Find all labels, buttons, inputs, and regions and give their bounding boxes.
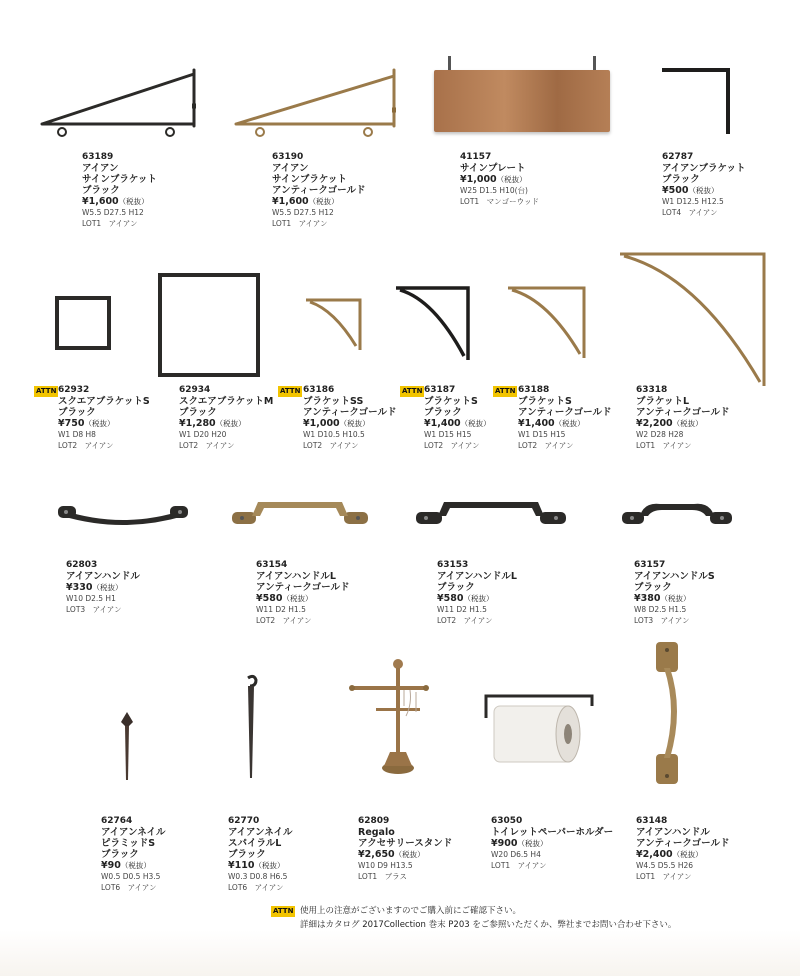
product-caption [82, 152, 157, 229]
product-price-row [424, 418, 491, 429]
product-caption [358, 816, 452, 882]
product-name: ブラケットS [518, 396, 572, 407]
sign-plate-image [434, 70, 610, 132]
product-name: アイアンネイル [228, 827, 293, 838]
product-name: アイアンハンドル [66, 571, 140, 582]
product-price-row [636, 849, 729, 860]
product-name: アイアンハンドルS [634, 571, 715, 582]
product-dimensions: W1 D8 H8 [58, 430, 96, 439]
product-lot-material: LOT1 アイアン [491, 861, 547, 870]
product-price: ¥580 [256, 593, 283, 604]
product-name: アンティークゴールド [636, 838, 730, 849]
product-caption [491, 816, 613, 871]
product-dimensions: W5.5 D27.5 H12 [82, 208, 144, 217]
product-price: ¥110 [228, 860, 255, 871]
footer-notice-line2: 詳細はカタログ 2017Collection 巻末 P203 をご参照いただくか、弊社までお問い合わせ下さい。 [300, 920, 677, 930]
product-code: 63186 [303, 385, 335, 395]
spiral-nail-image [240, 674, 264, 782]
product-caption [58, 385, 150, 451]
attn-badge: ATTN [280, 387, 301, 395]
product-price: ¥2,650 [358, 849, 395, 860]
product-caption [66, 560, 140, 615]
product-name: スクエアブラケットS [58, 396, 150, 407]
product-name: アンティークゴールド [636, 407, 730, 418]
tax-note: （税抜） [554, 419, 585, 428]
product-caption [662, 152, 746, 218]
iron-handle-image [56, 500, 190, 530]
product-name: サインブラケット [272, 174, 347, 185]
product-caption [179, 385, 273, 451]
product-dimensions: W1 D15 H15 [518, 430, 566, 439]
product-price-row [101, 860, 166, 871]
product-name: アイアン [82, 163, 119, 174]
product-caption [256, 560, 349, 626]
product-caption [228, 816, 293, 893]
product-code: 62932 [58, 385, 90, 395]
product-code: 63187 [424, 385, 456, 395]
product-caption [437, 560, 517, 626]
product-price-row [662, 185, 746, 196]
product-price-row [256, 593, 349, 604]
attn-badge: ATTN [36, 387, 57, 395]
product-price-row [358, 849, 452, 860]
product-name: ブラック [424, 407, 462, 418]
product-code: 62787 [662, 152, 694, 162]
toilet-paper-holder-image [484, 688, 596, 768]
product-price-row [272, 196, 365, 207]
product-name: アンティークゴールド [256, 582, 350, 593]
product-lot-material: LOT6 アイアン [101, 883, 157, 892]
product-price: ¥1,600 [272, 196, 309, 207]
iron-bracket-image [660, 66, 734, 136]
product-price-row [437, 593, 517, 604]
product-price-row [58, 418, 150, 429]
footer-attn-badge: ATTN [273, 907, 294, 915]
product-price: ¥380 [634, 593, 661, 604]
tax-note: （税抜） [517, 839, 548, 848]
product-lot-material: LOT2 アイアン [256, 616, 312, 625]
product-code: 63148 [636, 816, 668, 826]
tax-note: （税抜） [92, 583, 123, 592]
product-name: Regalo [358, 827, 395, 838]
product-dimensions: W1 D20 H20 [179, 430, 227, 439]
product-dimensions: W20 D6.5 H4 [491, 850, 541, 859]
bracket-s-black-image [394, 284, 474, 364]
product-price: ¥500 [662, 185, 689, 196]
product-price-row [460, 174, 539, 185]
accessory-stand-image [346, 656, 432, 780]
bracket-ss-gold-image [304, 296, 366, 354]
product-lot-material: LOT2 アイアン [518, 441, 574, 450]
product-lot-material: LOT1 アイアン [636, 441, 692, 450]
product-price-row [66, 582, 140, 593]
product-lot-material: LOT1 アイアン [272, 219, 328, 228]
product-lot-material: LOT6 アイアン [228, 883, 284, 892]
product-caption [303, 385, 396, 451]
product-lot-material: LOT2 アイアン [179, 441, 235, 450]
tax-note: （税抜） [394, 850, 425, 859]
product-caption [636, 385, 729, 451]
product-name: アンティークゴールド [518, 407, 612, 418]
product-name: スパイラルL [228, 838, 282, 849]
product-dimensions: W4.5 D5.5 H26 [636, 861, 693, 870]
product-price-row [634, 593, 715, 604]
product-caption [101, 816, 166, 893]
product-code: 41157 [460, 152, 492, 162]
product-price: ¥90 [101, 860, 121, 871]
product-caption [460, 152, 539, 207]
product-name: アイアンハンドルL [437, 571, 517, 582]
product-name: ブラケットL [636, 396, 690, 407]
product-price: ¥1,400 [424, 418, 461, 429]
product-name: ピラミッドS [101, 838, 156, 849]
product-name: サインプレート [460, 163, 526, 174]
tax-note: （税抜） [282, 594, 313, 603]
product-lot-material: LOT2 アイアン [58, 441, 114, 450]
tax-note: （税抜） [308, 197, 339, 206]
product-name: アイアンハンドル [636, 827, 710, 838]
product-dimensions: W0.5 D0.5 H3.5 [101, 872, 161, 881]
product-price: ¥2,200 [636, 418, 673, 429]
product-code: 62803 [66, 560, 98, 570]
bracket-l-gold-image [618, 250, 770, 390]
product-dimensions: W1 D10.5 H10.5 [303, 430, 365, 439]
product-code: 63189 [82, 152, 114, 162]
product-price: ¥1,000 [303, 418, 340, 429]
tax-note: （税抜） [215, 419, 246, 428]
product-dimensions: W1 D15 H15 [424, 430, 472, 439]
product-name: ブラック [101, 849, 139, 860]
product-price: ¥1,600 [82, 196, 119, 207]
product-price-row [518, 418, 611, 429]
product-caption [636, 816, 729, 882]
product-price-row [636, 418, 729, 429]
attn-badge: ATTN [402, 387, 423, 395]
product-lot-material: LOT2 アイアン [437, 616, 493, 625]
product-name: サインブラケット [82, 174, 157, 185]
product-lot-material: LOT3 アイアン [634, 616, 690, 625]
product-price-row [303, 418, 396, 429]
product-price: ¥580 [437, 593, 464, 604]
product-lot-material: LOT3 アイアン [66, 605, 122, 614]
tax-note: （税抜） [463, 594, 494, 603]
product-caption [424, 385, 491, 451]
tax-note: （税抜） [84, 419, 115, 428]
pyramid-nail-image [118, 710, 136, 782]
product-name: アイアンブラケット [662, 163, 746, 174]
product-name: アイアン [272, 163, 309, 174]
product-code: 63190 [272, 152, 304, 162]
product-lot-material: LOT1 マンゴーウッド [460, 197, 540, 206]
tax-note: （税抜） [254, 861, 285, 870]
product-dimensions: W25 D1.5 H10(台) [460, 186, 528, 195]
product-name: アイアンネイル [101, 827, 166, 838]
product-code: 63188 [518, 385, 550, 395]
product-dimensions: W11 D2 H1.5 [256, 605, 306, 614]
tax-note: （税抜） [660, 594, 691, 603]
product-price-row [82, 196, 157, 207]
product-code: 62809 [358, 816, 390, 826]
product-name: スクエアブラケットM [179, 396, 274, 407]
product-lot-material: LOT1 アイアン [82, 219, 138, 228]
iron-handle-l-black-image [414, 498, 568, 530]
iron-handle-l-gold-image [230, 498, 370, 530]
product-price: ¥330 [66, 582, 93, 593]
product-name: ブラック [634, 582, 672, 593]
square-bracket-s-image [55, 296, 111, 350]
product-name: ブラック [662, 174, 700, 185]
product-price-row [179, 418, 273, 429]
product-price: ¥750 [58, 418, 85, 429]
product-code: 63157 [634, 560, 666, 570]
product-code: 62934 [179, 385, 211, 395]
sign-bracket-black-image [38, 66, 200, 142]
product-code: 63153 [437, 560, 469, 570]
product-code: 63050 [491, 816, 523, 826]
product-name: ブラック [179, 407, 217, 418]
product-dimensions: W10 D2.5 H1 [66, 594, 116, 603]
product-lot-material: LOT4 アイアン [662, 208, 718, 217]
square-bracket-m-image [158, 273, 260, 377]
product-caption [634, 560, 715, 626]
product-price-row [491, 838, 613, 849]
tax-note: （税抜） [688, 186, 719, 195]
product-price: ¥1,280 [179, 418, 216, 429]
product-name: アクセサリースタンド [358, 838, 453, 849]
attn-badge: ATTN [495, 387, 516, 395]
sign-bracket-gold-image [232, 66, 400, 142]
product-code: 63154 [256, 560, 288, 570]
product-name: ブラック [82, 185, 120, 196]
tax-note: （税抜） [672, 850, 703, 859]
product-name: トイレットペーパーホルダー [491, 827, 614, 838]
bottom-shadow [0, 930, 800, 976]
product-name: ブラック [58, 407, 96, 418]
product-name: ブラック [228, 849, 266, 860]
tax-note: （税抜） [672, 419, 703, 428]
product-dimensions: W2 D28 H28 [636, 430, 684, 439]
product-lot-material: LOT1 アイアン [636, 872, 692, 881]
product-lot-material: LOT2 アイアン [424, 441, 480, 450]
product-code: 62764 [101, 816, 133, 826]
product-caption [272, 152, 365, 229]
bracket-s-gold-image [506, 284, 590, 362]
product-name: ブラケットS [424, 396, 478, 407]
product-lot-material: LOT1 ブラス [358, 872, 407, 881]
product-price: ¥1,400 [518, 418, 555, 429]
tax-note: （税抜） [339, 419, 370, 428]
product-name: アンティークゴールド [303, 407, 397, 418]
product-dimensions: W8 D2.5 H1.5 [634, 605, 687, 614]
iron-handle-s-black-image [620, 500, 734, 530]
product-price-row [228, 860, 293, 871]
tax-note: （税抜） [460, 419, 491, 428]
product-dimensions: W5.5 D27.5 H12 [272, 208, 334, 217]
product-caption [518, 385, 611, 451]
product-name: アンティークゴールド [272, 185, 366, 196]
product-price: ¥2,400 [636, 849, 673, 860]
product-lot-material: LOT2 アイアン [303, 441, 359, 450]
iron-handle-gold-vertical-image [648, 640, 690, 786]
product-dimensions: W10 D9 H13.5 [358, 861, 413, 870]
product-name: ブラケットSS [303, 396, 364, 407]
product-dimensions: W0.3 D0.8 H6.5 [228, 872, 288, 881]
product-name: ブラック [437, 582, 475, 593]
tax-note: （税抜） [120, 861, 151, 870]
footer-notice-line1: 使用上の注意がございますのでご購入前にご確認下さい。 [300, 906, 522, 916]
product-name: アイアンハンドルL [256, 571, 336, 582]
product-price: ¥1,000 [460, 174, 497, 185]
product-dimensions: W11 D2 H1.5 [437, 605, 487, 614]
product-code: 62770 [228, 816, 260, 826]
product-price: ¥900 [491, 838, 518, 849]
tax-note: （税抜） [496, 175, 527, 184]
product-code: 63318 [636, 385, 668, 395]
product-dimensions: W1 D12.5 H12.5 [662, 197, 724, 206]
tax-note: （税抜） [118, 197, 149, 206]
